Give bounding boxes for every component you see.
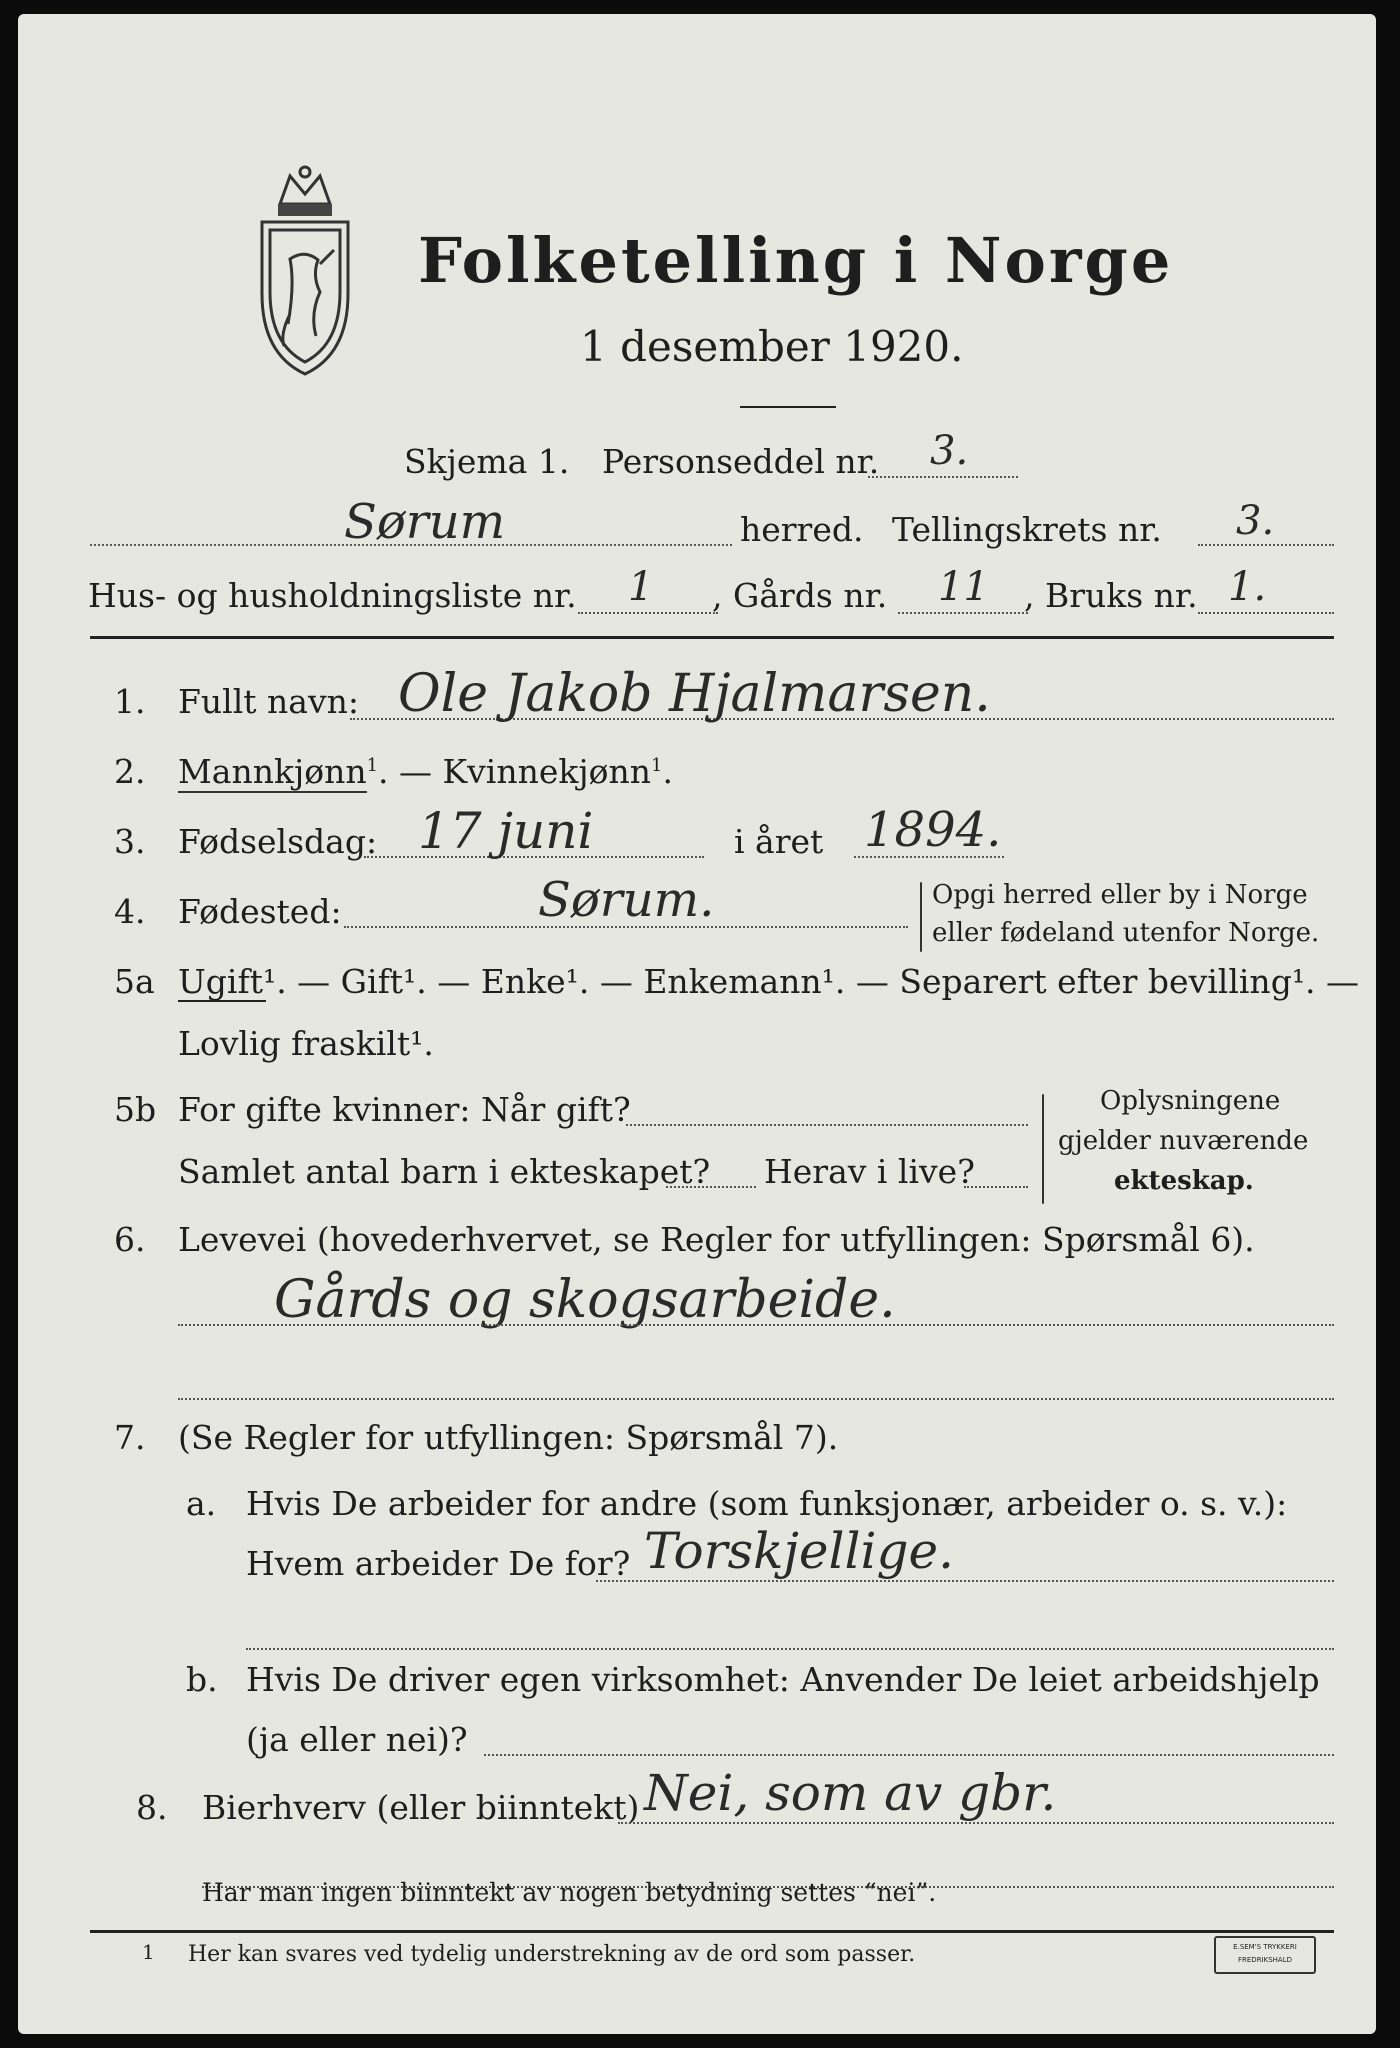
q6-line2 — [178, 1398, 1334, 1400]
husholdningsliste-label: Hus- og husholdningsliste nr. — [88, 576, 577, 615]
herred-name-value[interactable]: Sørum — [344, 494, 506, 550]
q1-value[interactable]: Ole Jakob Hjalmarsen. — [398, 664, 991, 724]
q3-number: 3. — [114, 822, 146, 861]
q4-brace — [920, 882, 922, 952]
q7b-label2: (ja eller nei)? — [246, 1720, 468, 1759]
q7a-label1: Hvis De arbeider for andre (som funksjonær, arbeider o. s. v.): — [246, 1484, 1288, 1523]
q5a-ugift-underline — [178, 1000, 266, 1002]
form-title: Folketelling i Norge — [418, 224, 1174, 297]
q7a-line1 — [596, 1580, 1334, 1582]
personseddel-line — [868, 476, 1018, 478]
q4-number: 4. — [114, 892, 146, 931]
q4-note-line1: Opgi herred eller by i Norge — [932, 880, 1308, 910]
q5b-note-line1: Oplysningene — [1100, 1086, 1281, 1116]
header-divider — [90, 636, 1334, 639]
herred-label: herred. — [740, 510, 864, 549]
printer-stamp-line2: FREDRIKSHALD — [1237, 1956, 1292, 1964]
q2-end: . — [662, 752, 673, 791]
gards-line — [898, 612, 1028, 614]
tellingskrets-line — [1198, 544, 1334, 546]
q8-number: 8. — [136, 1788, 168, 1827]
title-divider — [740, 406, 836, 408]
skjema-label: Skjema 1. — [404, 442, 570, 481]
q7b-label1: Hvis De driver egen virksomhet: Anvender De leiet arbeidshjelp — [246, 1660, 1320, 1699]
q1-label: Fullt navn: — [178, 682, 359, 721]
census-form-page — [18, 14, 1376, 2034]
gards-label: , Gårds nr. — [712, 576, 888, 615]
q2-female[interactable]: Kvinnekjønn — [442, 752, 652, 791]
q5b-alive-line — [964, 1186, 1028, 1188]
personseddel-value[interactable]: 3. — [930, 428, 969, 474]
q7a-label2: Hvem arbeider De for? — [246, 1544, 631, 1583]
form-date: 1 desember 1920. — [580, 322, 964, 371]
q3-label: Fødselsdag: — [178, 822, 378, 861]
q6-value[interactable]: Gårds og skogsarbeide. — [274, 1270, 896, 1330]
tellingskrets-value[interactable]: 3. — [1236, 498, 1275, 544]
q5b-number: 5b — [114, 1090, 157, 1129]
q5a-options[interactable]: Ugift¹. — Gift¹. — Enke¹. — Enkemann¹. — Separert efter bevilling¹. — — [178, 962, 1360, 1001]
q2-number: 2. — [114, 752, 146, 791]
q7-number: 7. — [114, 1418, 146, 1457]
q6-number: 6. — [114, 1220, 146, 1259]
gards-value[interactable]: 11 — [938, 564, 989, 610]
personseddel-label: Personseddel nr. — [602, 442, 880, 481]
q1-number: 1. — [114, 682, 146, 721]
no-income-note: Har man ingen biinntekt av nogen betydning settes “nei”. — [202, 1878, 937, 1907]
q3-date-value[interactable]: 17 juni — [418, 802, 594, 860]
coat-of-arms-icon — [250, 164, 360, 382]
footer-divider — [90, 1930, 1334, 1933]
footnote-ref: 1 — [366, 755, 379, 776]
q7b-line — [484, 1754, 1334, 1756]
q3-year-value[interactable]: 1894. — [864, 802, 1002, 858]
q7a-value[interactable]: Torskjellige. — [644, 1522, 954, 1580]
footnote-mark: 1 — [142, 1940, 155, 1964]
q2-male[interactable]: Mannkjønn — [178, 752, 367, 791]
q7a-line2 — [246, 1648, 1334, 1650]
q7-label: (Se Regler for utfyllingen: Spørsmål 7). — [178, 1418, 839, 1457]
q7b-number: b. — [186, 1660, 218, 1699]
printer-stamp-line1: E.SEM'S TRYKKERI — [1233, 1943, 1297, 1951]
q4-value[interactable]: Sørum. — [538, 872, 715, 928]
q6-line1 — [178, 1324, 1334, 1326]
footnote-text: Her kan svares ved tydelig understrekning av de ord som passer. — [188, 1942, 916, 1967]
q5b-brace — [1042, 1094, 1044, 1204]
q8-label: Bierhverv (eller biinntekt) — [202, 1788, 640, 1827]
q4-note-line2: eller fødeland utenfor Norge. — [932, 918, 1320, 948]
bruks-value[interactable]: 1. — [1228, 564, 1267, 610]
q5b-note-line3: ekteskap. — [1114, 1166, 1254, 1196]
q5b-alive-label: Herav i live? — [764, 1152, 975, 1191]
q4-label: Fødested: — [178, 892, 342, 931]
q2-options — [178, 752, 673, 791]
bruks-label: , Bruks nr. — [1024, 576, 1198, 615]
q5b-note-line2: gjelder nuværende — [1058, 1126, 1309, 1156]
printer-stamp — [1214, 1936, 1316, 1974]
q3-year-label: i året — [734, 822, 824, 861]
husholdningsliste-value[interactable]: 1 — [628, 564, 654, 610]
q8-line1 — [618, 1822, 1334, 1824]
footnote-ref: 1 — [651, 755, 663, 776]
q5b-children-label: Samlet antal barn i ekteskapet? — [178, 1152, 711, 1191]
q2-sep: . — — [378, 752, 443, 791]
q8-value[interactable]: Nei, som av gbr. — [644, 1764, 1057, 1822]
q6-label: Levevei (hovederhvervet, se Regler for utfyllingen: Spørsmål 6). — [178, 1220, 1255, 1259]
q5b-children-line — [666, 1186, 756, 1188]
bruks-line — [1198, 612, 1334, 614]
q5a-number: 5a — [114, 962, 155, 1001]
husholdningsliste-line — [578, 612, 718, 614]
q5b-married-line — [626, 1124, 1028, 1126]
tellingskrets-label: Tellingskrets nr. — [892, 510, 1162, 549]
q7a-number: a. — [186, 1484, 217, 1523]
q5a-options-line2[interactable]: Lovlig fraskilt¹. — [178, 1024, 434, 1063]
q5b-married-label: For gifte kvinner: Når gift? — [178, 1090, 631, 1129]
